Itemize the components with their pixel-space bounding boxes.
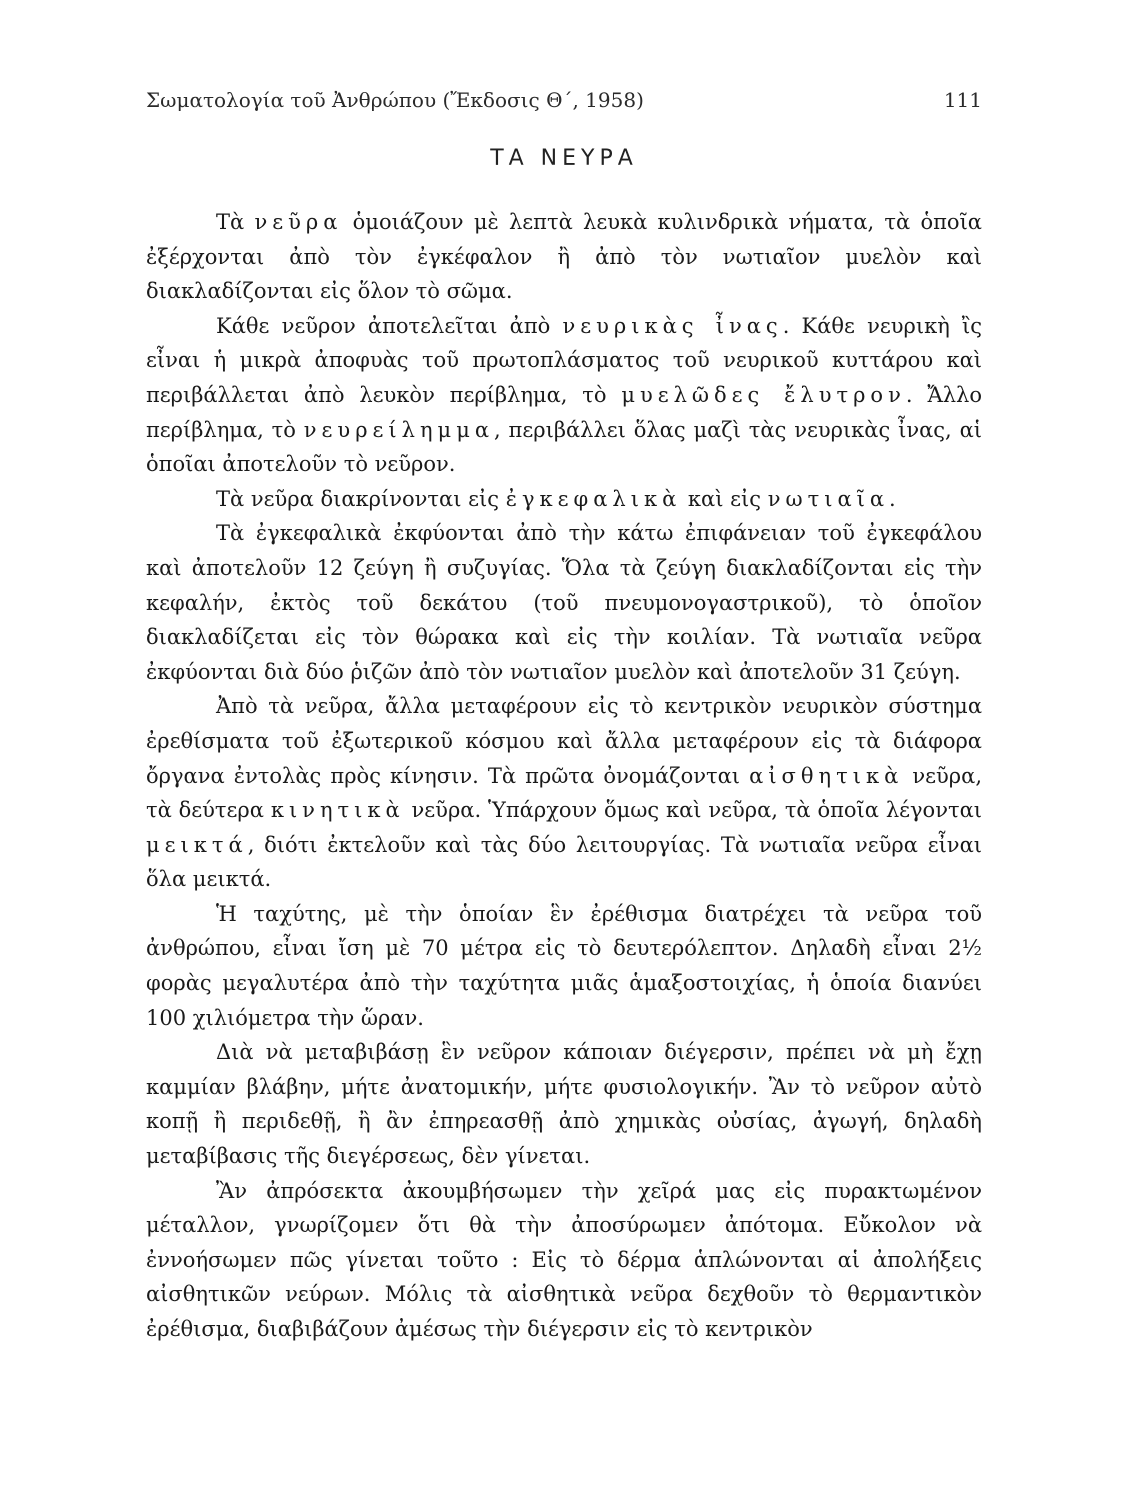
emphasized-term: νωτιαῖα [767, 486, 890, 511]
paragraph [146, 1174, 982, 1347]
emphasized-term: μυελῶδες ἔλυτρον [621, 382, 906, 407]
emphasized-term: κινητικὰ [270, 798, 405, 823]
emphasized-term: ἐγκεφαλικὰ [505, 486, 682, 511]
paragraph-text: , περιβάλλει ὅλας μαζὶ τὰς νευρικὰς ἶνας, αἱ ὁποῖαι ἀποτελοῦν τὸ νεῦρον. [146, 417, 982, 477]
emphasized-term: νευρικὰς ἶνας [562, 313, 783, 338]
paragraph [146, 309, 982, 482]
paragraph-text: Κάθε νεῦρον ἀποτελεῖται ἀπὸ [216, 313, 563, 338]
running-head [146, 88, 982, 112]
paragraph-text: . [889, 486, 896, 511]
paragraph-text: Τὰ νεῦρα διακρίνονται εἰς [216, 486, 506, 511]
paragraph-text: καὶ εἰς [681, 486, 768, 511]
emphasized-term: αἰσθητικὰ [749, 763, 904, 788]
paragraph [146, 1035, 982, 1173]
paragraph-text: Διὰ νὰ μεταβιβάσῃ ἓν νεῦρον κάποιαν διέγερσιν, πρέπει νὰ μὴ ἔχῃ καμμίαν βλάβην, μήτε ἀνατομικήν, μήτε φυσιολογικήν. Ἂν τὸ νεῦρον αὐτὸ κοπῇ ἢ περιδεθῇ, ἢ ἂν ἐπηρεασθῇ ἀπὸ χημικὰς οὐσίας, ἀγωγή, δηλαδὴ μεταβίβασις τῆς διεγέρσεως, δὲν γίνεται. [146, 1040, 982, 1169]
paragraph-text: Ἂν ἀπρόσεκτα ἀκουμβήσωμεν τὴν χεῖρά μας εἰς πυρακτωμένον μέταλλον, γνωρίζομεν ὅτι θὰ τὴν ἀποσύρωμεν ἀπότομα. Εὔκολον νὰ ἐννοήσωμεν πῶς γίνεται τοῦτο : Εἰς τὸ δέρμα ἁπλώνονται αἱ ἀπολήξεις αἰσθητικῶν νεύρων. Μόλις τὰ αἰσθητικὰ νεῦρα δεχθοῦν τὸ θερμαντικὸν ἐρέθισμα, διαβιβάζουν ἀμέσως τὴν διέγερσιν εἰς τὸ κεντρικὸν [146, 1178, 982, 1341]
emphasized-term: μεικτά [146, 832, 248, 857]
paragraph-text: νεῦρα, τὰ δεύτερα [146, 763, 982, 823]
paragraph [146, 482, 982, 517]
paragraph-text: , διότι ἐκτελοῦν καὶ τὰς δύο λειτουργίας. Τὰ νωτιαῖα νεῦρα εἶναι ὅλα μεικτά. [146, 832, 982, 892]
page-number: 111 [943, 88, 982, 112]
paragraph-text: Ἀπὸ τὰ νεῦρα, ἄλλα μεταφέρουν εἰς τὸ κεντρικὸν νευρικὸν σύστημα ἐρεθίσματα τοῦ ἐξωτερικοῦ κόσμου καὶ ἄλλα μεταφέρουν εἰς τὰ διάφορα ὄργανα ἐντολὰς πρὸς κίνησιν. Τὰ πρῶτα ὀνομάζονται [146, 694, 982, 788]
paragraph [146, 689, 982, 897]
paragraph-text: νεῦρα. Ὑπάρχουν ὅμως καὶ νεῦρα, τὰ ὁποῖα λέγονται [404, 798, 982, 823]
running-head-title: Σωματολογία τοῦ Ἀνθρώπου (Ἔκδοσις Θ΄, 1958) [146, 88, 644, 112]
paragraph-text: Ἡ ταχύτης, μὲ τὴν ὁποίαν ἓν ἐρέθισμα διατρέχει τὰ νεῦρα τοῦ ἀνθρώπου, εἶναι ἴση μὲ 70 μέτρα εἰς τὸ δευτερόλεπτον. Δηλαδὴ εἶναι 2½ φορὰς μεγαλυτέρα ἀπὸ τὴν ταχύτητα μιᾶς ἁμαξοστοιχίας, ἡ ὁποία διανύει 100 χιλιόμετρα τὴν ὥραν. [146, 901, 982, 1030]
chapter-title: ΤΑ ΝΕΥΡΑ [490, 146, 638, 171]
emphasized-term: νευρείλημμα [303, 417, 495, 442]
paragraph [146, 516, 982, 689]
paragraph [146, 205, 982, 309]
paragraph-text: Τὰ [216, 210, 255, 234]
emphasized-term: νεῦρα [254, 210, 343, 234]
body-text [146, 205, 982, 1347]
paragraph-text: . Ἄλλο περίβλημα, τὸ [146, 382, 982, 442]
paragraph-text: ὁμοιάζουν μὲ λεπτὰ λευκὰ κυλινδρικὰ νήματα, τὰ ὁποῖα ἐξέρχονται ἀπὸ τὸν ἐγκέφαλον ἢ ἀπὸ τὸν νωτιαῖον μυελὸν καὶ διακλαδίζονται εἰς ὅλον τὸ σῶμα. [146, 210, 982, 304]
paragraph-text: Τὰ ἐγκεφαλικὰ ἐκφύονται ἀπὸ τὴν κάτω ἐπιφάνειαν τοῦ ἐγκεφάλου καὶ ἀποτελοῦν 12 ζεύγη ἢ συζυγίας. Ὅλα τὰ ζεύγη διακλαδίζονται εἰς τὴν κεφαλήν, ἐκτὸς τοῦ δεκάτου (τοῦ πνευμονογαστρικοῦ), τὸ ὁποῖον διακλαδίζεται εἰς τὸν θώρακα καὶ εἰς τὴν κοιλίαν. Τὰ νωτιαῖα νεῦρα ἐκφύονται διὰ δύο ῥιζῶν ἀπὸ τὸν νωτιαῖον μυελὸν καὶ ἀποτελοῦν 31 ζεύγη. [146, 521, 982, 684]
paragraph [146, 897, 982, 1035]
paragraph-text: . Κάθε νευρικὴ ἲς εἶναι ἡ μικρὰ ἀποφυὰς τοῦ πρωτοπλάσματος τοῦ νευρικοῦ κυττάρου καὶ περιβάλλεται ἀπὸ λευκὸν περίβλημα, τὸ [146, 313, 982, 407]
